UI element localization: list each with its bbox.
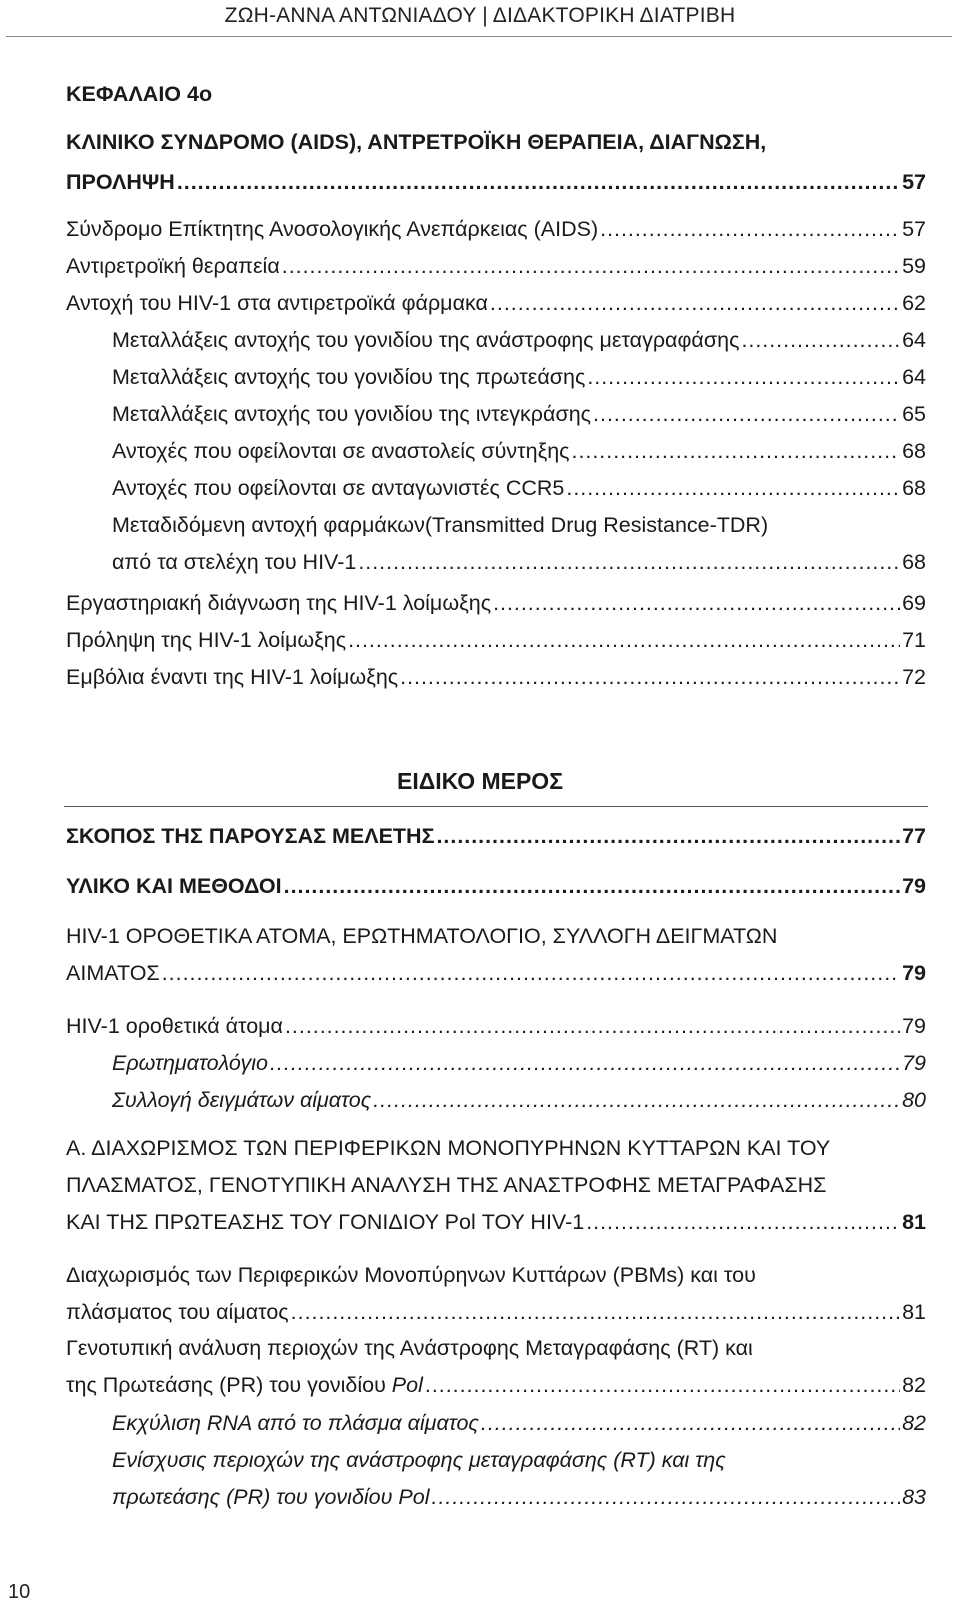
page-ref: 62 [902,291,926,315]
entry-title-line2: από τα στελέχη του HIV-1 [112,550,357,574]
dot-leader [586,1208,900,1237]
dot-leader [425,1371,900,1400]
dot-leader [284,872,900,901]
entry-title: Ενίσχυσις περιοχών της ανάστροφης μεταγραφάσης (RT) και της [112,1448,726,1472]
page-ref: 79 [902,1051,926,1075]
entry-title: Εμβόλια έναντι της HIV-1 λοίμωξης [66,665,399,689]
dot-leader [432,1483,901,1512]
entry-title: Μεταδιδόμενη αντοχή φαρμάκων(Transmitted Drug Resistance-TDR) [112,513,769,537]
dot-leader [373,1086,900,1115]
entry-title: Πρόληψη της HIV-1 λοίμωξης [66,628,347,652]
dot-leader [358,548,900,577]
toc-entry-chapter-title[interactable] [66,128,926,197]
entry-title: Εργαστηριακή διάγνωση της HIV-1 λοίμωξης [66,591,492,615]
page-ref: 59 [902,254,926,278]
toc-entry[interactable] [112,363,926,392]
toc-entry[interactable] [112,326,926,355]
page-ref: 83 [902,1485,926,1509]
special-part-heading: ΕΙΔΙΚΟ ΜΕΡΟΣ [396,768,564,794]
dot-leader [400,663,900,692]
entry-title: HIV-1 οροθετικά άτομα [66,1014,283,1038]
gene-name: Pol [391,1373,423,1397]
entry-title: Μεταλλάξεις αντοχής του γονιδίου της ιντεγκράσης [112,402,592,426]
entry-title: Εκχύλιση RNA από το πλάσμα αίματος [112,1411,479,1435]
toc-entry[interactable] [66,663,926,692]
toc-entry[interactable] [112,1086,926,1115]
entry-title: Αντοχή του HIV-1 στα αντιρετροϊκά φάρμακα [66,291,488,315]
toc-entry[interactable] [66,872,926,901]
toc-entry[interactable] [66,215,926,244]
toc-entry[interactable] [66,1012,926,1041]
entry-title: Σύνδρομο Επίκτητης Ανοσολογικής Ανεπάρκειας (AIDS) [66,217,599,241]
toc-entry[interactable] [66,289,926,318]
entry-title: Ερωτηματολόγιο [112,1051,268,1075]
entry-title: ΥΛΙΚΟ ΚΑΙ ΜΕΘΟΔΟΙ [66,874,282,898]
entry-title-line2: πλάσματος του αίματος [66,1300,289,1324]
page-ref: 68 [902,439,926,463]
toc-entry[interactable] [66,252,926,281]
entry-title-line2: ΠΛΑΣΜΑΤΟΣ, ΓΕΝΟΤΥΠΙΚΗ ΑΝΑΛΥΣΗ ΤΗΣ ΑΝΑΣΤΡΟΦΗΣ ΜΕΤΑΓΡΑΦΑΣΗΣ [66,1173,827,1197]
page-ref: 69 [902,591,926,615]
toc-entry[interactable] [66,822,926,851]
toc-entry[interactable] [66,626,926,655]
page-ref: 72 [902,665,926,689]
dot-leader [282,252,900,281]
page-ref: 68 [902,476,926,500]
page-ref: 81 [902,1300,926,1324]
entry-title: Μεταλλάξεις αντοχής του γονιδίου της πρωτεάσης [112,365,586,389]
dot-leader [490,289,900,318]
entry-title-line2-text: της Πρωτεάσης (PR) του γονιδίου [66,1373,392,1397]
page-ref: 64 [902,328,926,352]
page-ref: 64 [902,365,926,389]
page-ref: 82 [902,1411,926,1435]
chapter-title-line2: ΠΡΟΛΗΨΗ [66,170,175,194]
dot-leader [285,1012,900,1041]
entry-title-line3: ΚΑΙ ΤΗΣ ΠΡΩΤΕΑΣΗΣ ΤΟΥ ΓΟΝΙΔΙΟΥ Pol ΤΟΥ HIV-1 [66,1210,585,1234]
page-ref: 79 [902,874,926,898]
page-ref: 68 [902,550,926,574]
chapter-label [66,80,212,109]
entry-title: ΣΚΟΠΟΣ ΤΗΣ ΠΑΡΟΥΣΑΣ ΜΕΛΕΤΗΣ [66,824,435,848]
dot-leader [291,1298,900,1327]
section-rule [64,806,928,807]
entry-title: Μεταλλάξεις αντοχής του γονιδίου της ανάστροφης μεταγραφάσης [112,328,740,352]
page-ref: 71 [902,628,926,652]
page-ref: 81 [902,1210,926,1234]
entry-title: Αντοχές που οφείλονται σε ανταγωνιστές CCR5 [112,476,565,500]
page-number: 10 [8,1581,31,1603]
dot-leader [436,822,900,851]
toc-entry[interactable] [66,1334,926,1400]
dot-leader [162,959,900,988]
toc-entry[interactable] [112,1446,926,1512]
dot-leader [572,437,901,466]
dot-leader [566,474,900,503]
entry-title: Γενοτυπική ανάλυση περιοχών της Ανάστροφης Μεταγραφάσης (RT) και [66,1336,753,1360]
dot-leader [741,326,900,355]
entry-title-line2: πρωτεάσης (PR) του γονιδίου Pol [112,1485,430,1509]
toc-entry[interactable] [112,437,926,466]
page-ref: 80 [902,1088,926,1112]
dot-leader [493,589,900,618]
entry-title: Αντοχές που οφείλονται σε αναστολείς σύντηξης [112,439,570,463]
toc-entry[interactable] [112,511,926,577]
toc-entry[interactable] [66,922,926,988]
toc-entry[interactable] [66,1134,926,1237]
toc-entry[interactable] [66,1261,926,1327]
entry-title: Διαχωρισμός των Περιφερικών Μονοπύρηνων Κυττάρων (PBMs) και του [66,1263,756,1287]
toc-entry[interactable] [112,474,926,503]
toc-entry[interactable] [112,1049,926,1078]
page-ref: 79 [902,1014,926,1038]
entry-title: HIV-1 ΟΡΟΘΕΤΙΚΑ ΑΤΟΜΑ, ΕΡΩΤΗΜΑΤΟΛΟΓΙΟ, ΣΥΛΛΟΓΗ ΔΕΙΓΜΑΤΩΝ [66,924,778,948]
page-ref: 65 [902,402,926,426]
toc-entry[interactable] [112,400,926,429]
dot-leader [481,1409,900,1438]
entry-title-line2 [66,1371,423,1400]
dot-leader [600,215,900,244]
entry-title: Αντιρετροϊκή θεραπεία [66,254,280,278]
dot-leader [348,626,900,655]
page-ref: 79 [902,961,926,985]
entry-title-line2: ΑΙΜΑΤΟΣ [66,961,160,985]
entry-title: Συλλογή δειγμάτων αίματος [112,1088,372,1112]
running-header: ΖΩΗ-ΑΝΝΑ ΑΝΤΩΝΙΑΔΟΥ | ΔΙΔΑΚΤΟΡΙΚΗ ΔΙΑΤΡΙΒΗ [224,4,736,27]
page-ref: 57 [902,217,926,241]
dot-leader [270,1049,900,1078]
dot-leader [587,363,900,392]
chapter-title-line1: ΚΛΙΝΙΚΟ ΣΥΝΔΡΟΜΟ (AIDS), ΑΝΤΡΕΤΡΟΪΚΗ ΘΕΡΑΠΕΙΑ, ΔΙΑΓΝΩΣΗ, [66,130,767,154]
chapter-label-text: ΚΕΦΑΛΑΙΟ 4ο [66,82,213,106]
dot-leader [593,400,900,429]
page-ref: 82 [902,1373,926,1397]
entry-title: Α. ΔΙΑΧΩΡΙΣΜΟΣ ΤΩΝ ΠΕΡΙΦΕΡΙΚΩΝ ΜΟΝΟΠΥΡΗΝΩΝ ΚΥΤΤΑΡΩΝ ΚΑΙ ΤΟΥ [66,1136,831,1160]
toc-entry[interactable] [66,589,926,618]
page-ref: 77 [902,824,926,848]
dot-leader [177,168,900,197]
toc-entry[interactable] [112,1409,926,1438]
page-ref: 57 [902,170,926,194]
